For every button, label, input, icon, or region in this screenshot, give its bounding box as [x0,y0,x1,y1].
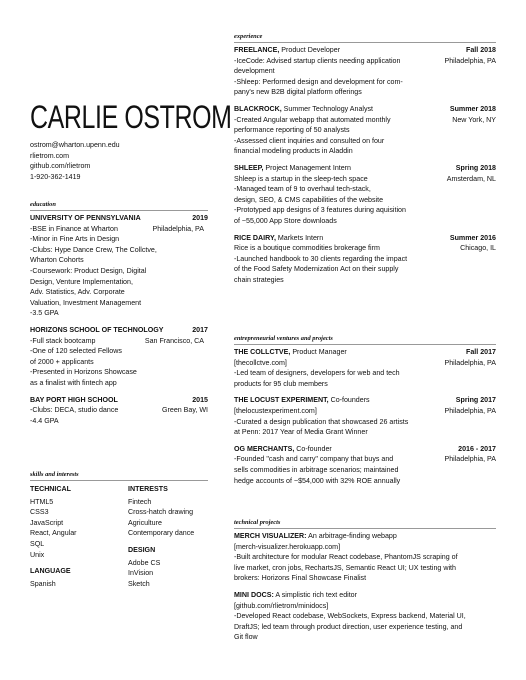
role: Markets Intern [275,233,324,242]
skill-item: HTML5 [30,497,54,506]
project-line: live market, cron jobs, RechartsJS, Semantic React UI; UX testing with [234,563,456,572]
date: Summer 2018 [449,104,496,113]
edu-line: -Clubs: DECA, studio dance [30,406,119,415]
exp-line: chain strategies [234,275,284,284]
project-entry [234,590,496,643]
edu-line: Adv. Statistics, Adv. Corporate [30,288,125,297]
year: 2015 [192,395,208,404]
skills-right-column [128,483,208,589]
project-name: MINI DOCS: [234,590,274,599]
venture-line: -Curated a design publication that showcased 26 artists [234,417,409,426]
exp-line: -Prototyped app designs of 3 features during aquisition [234,206,406,215]
exp-line: of ~55,000 App Store downloads [234,216,337,225]
venture-line: sells commodities in arbitrage scenarios; maintained [234,465,399,474]
exp-line: -Assessed client inquiries and consulted on four [234,136,385,145]
company: THE COLLCTVE, [234,348,291,356]
project-line: brokers: Horizons Final Showcase Finalist [234,574,367,583]
company: OG MERCHANTS, [234,444,295,453]
role: Co-founders [328,396,370,405]
education-entry [30,395,208,427]
exp-line: -Shleep: Performed design and development for com- [234,77,403,86]
email: ostrom@wharton.upenn.edu [30,141,120,149]
projects-section [234,518,496,649]
edu-line: -One of 120 selected Fellows [30,347,122,356]
company: RICE DAIRY, [234,233,276,242]
interests-label: INTERESTS [128,485,168,493]
ventures-title: entrepreneurial ventures and projects [234,334,496,345]
project-line: [merch-visualizer.herokuapp.com] [234,542,341,551]
design-item: InVision [128,569,154,578]
venture-line: -Led team of designers, developers for web and tech [234,369,400,378]
date: Fall 2017 [466,348,496,356]
skill-item: JavaScript [30,518,64,527]
project-entry [234,531,496,584]
exp-line: Shleep is a startup in the sleep-tech space [234,174,368,183]
location: Philadelphia, PA [444,455,496,464]
role: Project Management Intern [263,163,351,172]
project-desc: An arbitrage-finding webapp [306,532,397,540]
exp-line: financial modeling products in Aladdin [234,147,353,156]
website: rlietrom.com [30,151,70,160]
venture-line: [thecollctve.com] [234,358,287,367]
phone: 1-920-362-1419 [30,172,81,181]
school: UNIVERSITY OF PENNSYLVANIA [30,214,141,222]
technical-label: TECHNICAL [30,485,71,493]
exp-line: -Launched handbook to 30 clients regarding the impact [234,254,408,263]
venture-entry [234,395,496,437]
edu-line: -Clubs: Hype Dance Crew, The Collctve, [30,245,157,254]
edu-line: -4.4 GPA [30,416,59,425]
github: github.com/rlietrom [30,162,91,171]
exp-line: -Created Angular webapp that automated monthly [234,115,391,124]
venture-line: at Penn: 2017 Year of Media Grant Winner [234,428,368,437]
date: Summer 2016 [449,233,496,242]
edu-line: Design, Venture Implementation, [30,277,133,286]
location: Philadelphia, PA [444,406,496,415]
edu-line: Valuation, Investment Management [30,298,142,307]
skill-item: SQL [30,539,45,548]
exp-line: Rice is a boutique commodities brokerage firm [234,244,380,253]
skills-section [30,470,208,589]
design-item: Adobe CS [128,558,161,567]
role: Co-founder [294,444,332,453]
company: FREELANCE, [234,46,280,54]
location: Philadelphia, PA [444,56,496,65]
experience-title: experience [234,32,496,43]
experience-entry [234,104,496,157]
role: Product Developer [279,46,341,54]
candidate-name: CARLIE OSTROM [30,99,232,135]
edu-line: Wharton Cohorts [30,256,84,265]
project-line: -Developed React codebase, WebSockets, Express backend, Material UI, [234,612,466,621]
edu-line: -Full stack bootcamp [30,336,96,345]
design-label: DESIGN [128,545,156,554]
company: BLACKROCK, [234,104,282,113]
experience-entry [234,233,496,286]
location: Philadelphia, PA [152,224,204,233]
company: SHLEEP, [234,163,264,172]
education-entry [30,325,208,389]
exp-line: -Managed team of 9 to overhaul tech-stack, [234,185,371,194]
project-line: Git flow [234,633,258,642]
skills-title: skills and interests [30,470,208,481]
edu-line: -BSE in Finance at Wharton [30,224,118,233]
edu-line: -Coursework: Product Design, Digital [30,266,147,275]
location: Amsterdam, NL [446,174,496,183]
projects-title: technical projects [234,518,496,529]
skill-item: React, Angular [30,529,77,538]
edu-line: of 2000 + applicants [30,357,94,366]
exp-line: development [234,67,275,76]
skills-left-column [30,483,128,589]
exp-line: design, SEO, & CMS capabilities of the website [234,195,384,204]
venture-line: products for 95 club members [234,379,328,388]
education-title: education [30,200,208,211]
edu-line: as a finalist with fintech app [30,378,117,387]
skill-item: CSS3 [30,508,49,517]
experience-section [234,32,496,291]
project-name: MERCH VISUALIZER: [234,532,307,540]
date: Spring 2018 [455,163,496,172]
design-item: Sketch [128,579,150,588]
location: Philadelphia, PA [444,358,496,367]
date: 2016 - 2017 [458,444,496,453]
venture-entry [234,347,496,389]
location: New York, NY [452,115,496,124]
language-item: Spanish [30,579,56,588]
interest-item: Contemporary dance [128,529,195,538]
date: Spring 2017 [455,396,496,405]
exp-line: pany's new B2B digital platform offerings [234,88,362,97]
year: 2019 [192,214,208,222]
year: 2017 [192,325,208,334]
exp-line: performance reporting of 50 analysts [234,126,350,135]
ventures-section [234,334,496,492]
exp-line: of the Food Safety Modernization Act on their supply [234,265,399,274]
interest-item: Cross-hatch drawing [128,508,194,517]
exp-line: -IceCode: Advised startup clients needing application [234,56,401,65]
school: HORIZONS SCHOOL OF TECHNOLOGY [30,325,164,334]
edu-line: -Minor in Fine Arts in Design [30,235,120,244]
date: Fall 2018 [466,46,496,54]
location: Green Bay, WI [162,406,208,415]
education-entry [30,213,208,319]
project-line: -Built architecture for modular React codebase, PhantomJS scraping of [234,553,458,562]
project-line: DraftJS; led team through product direction, user experience testing, and [234,622,463,631]
edu-line: -Presented in Horizons Showcase [30,368,137,377]
education-section [30,200,208,432]
interest-item: Agriculture [128,518,162,527]
venture-line: [thelocustexperiment.com] [234,406,317,415]
experience-entry [234,45,496,98]
interest-item: Fintech [128,497,152,506]
company: THE LOCUST EXPERIMENT, [234,396,329,405]
role: Product Manager [290,348,347,356]
location: Chicago, IL [460,244,496,253]
edu-line: -3.5 GPA [30,309,59,318]
project-desc: A simplistic rich text editor [273,590,357,599]
language-label: LANGUAGE [30,567,71,576]
venture-entry [234,444,496,486]
location: San Francisco, CA [144,336,204,345]
school: BAY PORT HIGH SCHOOL [30,395,118,404]
contact-block [30,140,120,182]
skill-item: Unix [30,550,45,559]
experience-entry [234,163,496,227]
role: Summer Technology Analyst [281,104,374,113]
project-line: [github.com/rlietrom/minidocs] [234,601,329,610]
venture-line: hedge accounts of ~$54,000 with 32% ROE annually [234,476,401,485]
venture-line: -Founded "cash and carry" company that buys and [234,455,394,464]
